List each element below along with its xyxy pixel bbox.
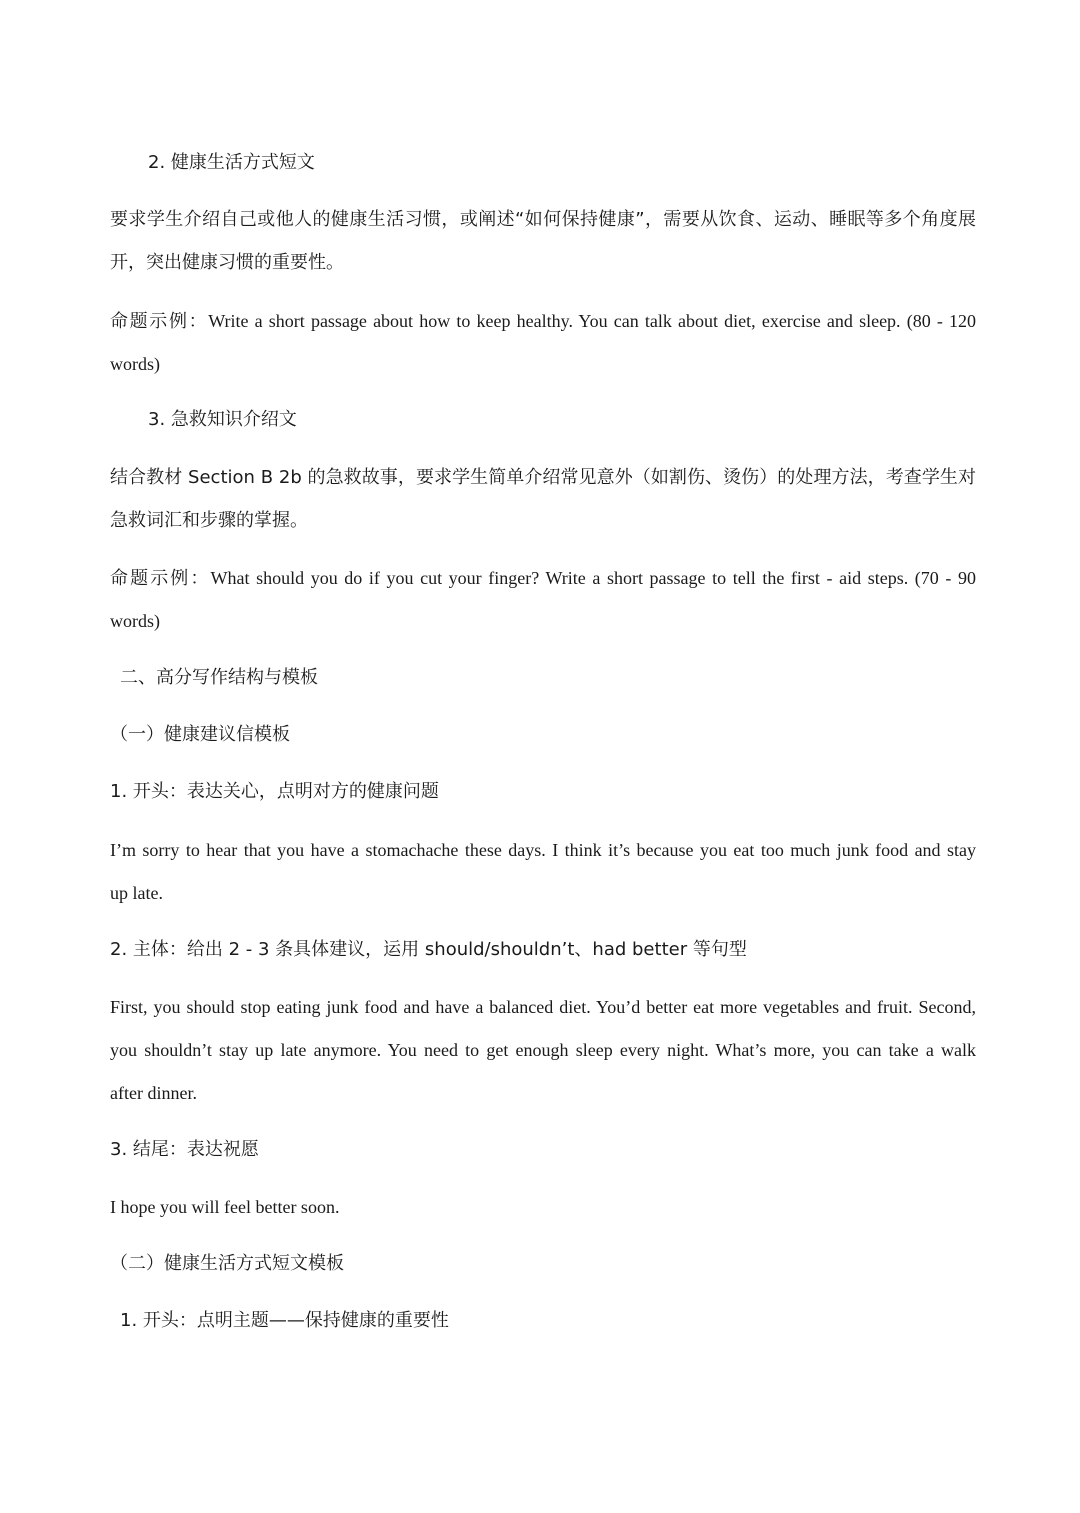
section-2-description-line-2: 开，突出健康习惯的重要性。 [110, 252, 344, 273]
section-2-title: 2. 健康生活方式短文 [148, 152, 315, 173]
section-3-description-line-2: 急救词汇和步骤的掌握。 [110, 510, 308, 531]
section-3-example-line-1: 命题示例：What should you do if you cut your finger? Write a short passage to tell the first - aid steps. (70 - 90 [110, 568, 976, 588]
letter-opening-title: 1. 开头：表达关心，点明对方的健康问题 [110, 781, 439, 802]
section-2-example-line-1: 命题示例：Write a short passage about how to keep healthy. You can talk about diet, exercise and sleep. (80 - 120 [110, 311, 976, 331]
letter-opening-line-1: I’m sorry to hear that you have a stomachache these days. I think it’s because you eat too much junk food and stay [110, 840, 976, 860]
letter-opening-line-2: up late. [110, 883, 163, 903]
section-3-example-line-2: words) [110, 611, 160, 631]
section-3-description-line-1: 结合教材 Section B 2b 的急救故事，要求学生简单介绍常见意外（如割伤、烫伤）的处理方法，考查学生对 [110, 467, 976, 488]
letter-template-heading: （一）健康建议信模板 [110, 724, 290, 745]
section-2-example-line-2: words) [110, 354, 160, 374]
letter-body-line-2: you shouldn’t stay up late anymore. You need to get enough sleep every night. What’s more, you can take a walk [110, 1040, 976, 1060]
letter-ending-line-1: I hope you will feel better soon. [110, 1197, 340, 1217]
section-3-title: 3. 急救知识介绍文 [148, 409, 297, 430]
passage-template-heading: （二）健康生活方式短文模板 [110, 1253, 344, 1274]
part-2-heading: 二、高分写作结构与模板 [120, 667, 318, 688]
letter-body-line-1: First, you should stop eating junk food and have a balanced diet. You’d better eat more vegetables and fruit. Second, [110, 997, 976, 1017]
letter-body-title: 2. 主体：给出 2 - 3 条具体建议，运用 should/shouldn’t、had better 等句型 [110, 939, 747, 960]
letter-ending-title: 3. 结尾：表达祝愿 [110, 1139, 259, 1160]
passage-opening-title: 1. 开头：点明主题——保持健康的重要性 [120, 1310, 449, 1331]
section-2-description-line-1: 要求学生介绍自己或他人的健康生活习惯，或阐述“如何保持健康”，需要从饮食、运动、睡眠等多个角度展 [110, 209, 976, 230]
letter-body-line-3: after dinner. [110, 1083, 197, 1103]
